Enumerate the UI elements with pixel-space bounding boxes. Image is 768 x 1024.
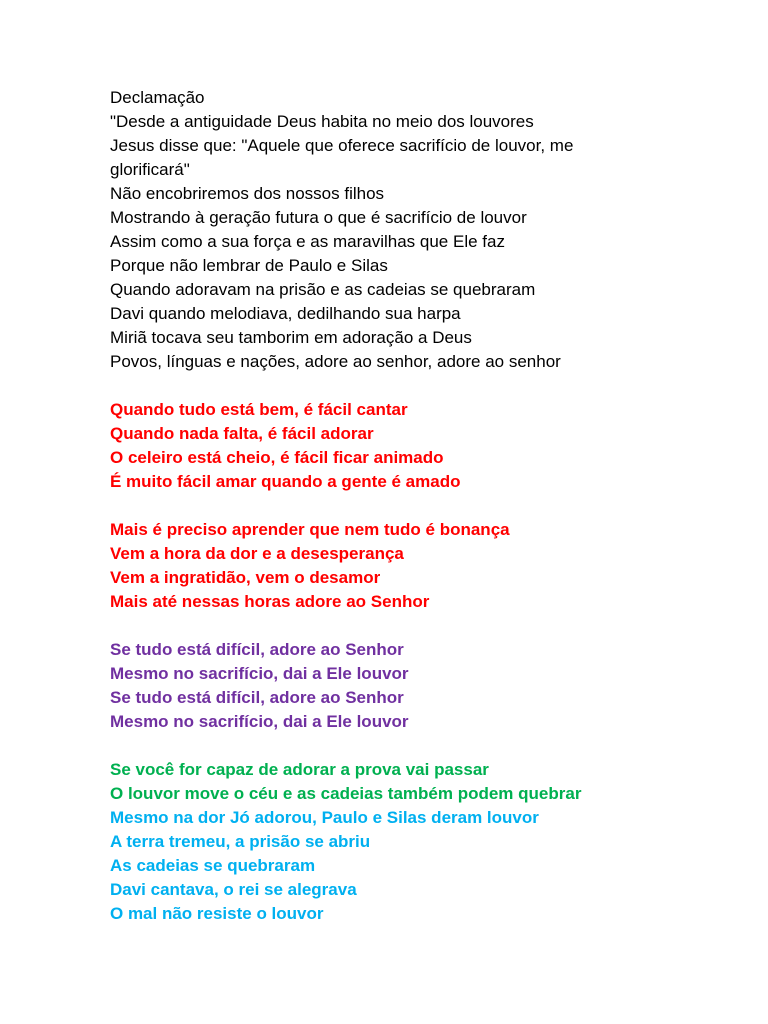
chorus xyxy=(110,638,750,734)
intro-line: Povos, línguas e nações, adore ao senhor, adore ao senhor xyxy=(110,352,561,371)
stanza-gap xyxy=(110,374,750,398)
intro-line: "Desde a antiguidade Deus habita no meio dos louvores xyxy=(110,112,534,131)
intro-line: Declamação xyxy=(110,88,205,107)
bridge xyxy=(110,758,750,926)
intro-line: Assim como a sua força e as maravilhas que Ele faz xyxy=(110,232,505,251)
lyric-line: Quando nada falta, é fácil adorar xyxy=(110,424,374,443)
lyric-line: Davi cantava, o rei se alegrava xyxy=(110,880,357,899)
intro-line: Miriã tocava seu tamborim em adoração a Deus xyxy=(110,328,472,347)
lyric-line: O celeiro está cheio, é fácil ficar animado xyxy=(110,448,444,467)
lyric-line: As cadeias se quebraram xyxy=(110,856,316,875)
intro-line: Porque não lembrar de Paulo e Silas xyxy=(110,256,388,275)
document-page xyxy=(110,86,750,926)
stanza-2 xyxy=(110,518,750,614)
lyric-line: Mesmo na dor Jó adorou, Paulo e Silas deram louvor xyxy=(110,808,539,827)
lyric-line: O louvor move o céu e as cadeias também podem quebrar xyxy=(110,784,582,803)
stanza-gap xyxy=(110,614,750,638)
stanza-gap xyxy=(110,734,750,758)
intro-block xyxy=(110,86,750,374)
intro-line: Quando adoravam na prisão e as cadeias se quebraram xyxy=(110,280,536,299)
lyric-line: A terra tremeu, a prisão se abriu xyxy=(110,832,371,851)
lyric-line: Mais até nessas horas adore ao Senhor xyxy=(110,592,430,611)
stanza-1 xyxy=(110,398,750,494)
lyric-line: Se você for capaz de adorar a prova vai passar xyxy=(110,760,489,779)
lyric-line: Mesmo no sacrifício, dai a Ele louvor xyxy=(110,712,409,731)
intro-line: Jesus disse que: "Aquele que oferece sacrifício de louvor, me xyxy=(110,136,574,155)
lyric-line: É muito fácil amar quando a gente é amado xyxy=(110,472,461,491)
intro-line: Davi quando melodiava, dedilhando sua harpa xyxy=(110,304,461,323)
lyric-line: O mal não resiste o louvor xyxy=(110,904,324,923)
lyric-line: Vem a hora da dor e a desesperança xyxy=(110,544,404,563)
lyric-line: Se tudo está difícil, adore ao Senhor xyxy=(110,688,404,707)
lyric-line: Mais é preciso aprender que nem tudo é bonança xyxy=(110,520,510,539)
intro-line: glorificará" xyxy=(110,160,190,179)
intro-line: Não encobriremos dos nossos filhos xyxy=(110,184,385,203)
lyric-line: Se tudo está difícil, adore ao Senhor xyxy=(110,640,404,659)
lyric-line: Quando tudo está bem, é fácil cantar xyxy=(110,400,408,419)
intro-line: Mostrando à geração futura o que é sacrifício de louvor xyxy=(110,208,527,227)
stanza-gap xyxy=(110,494,750,518)
lyric-line: Vem a ingratidão, vem o desamor xyxy=(110,568,381,587)
lyric-line: Mesmo no sacrifício, dai a Ele louvor xyxy=(110,664,409,683)
